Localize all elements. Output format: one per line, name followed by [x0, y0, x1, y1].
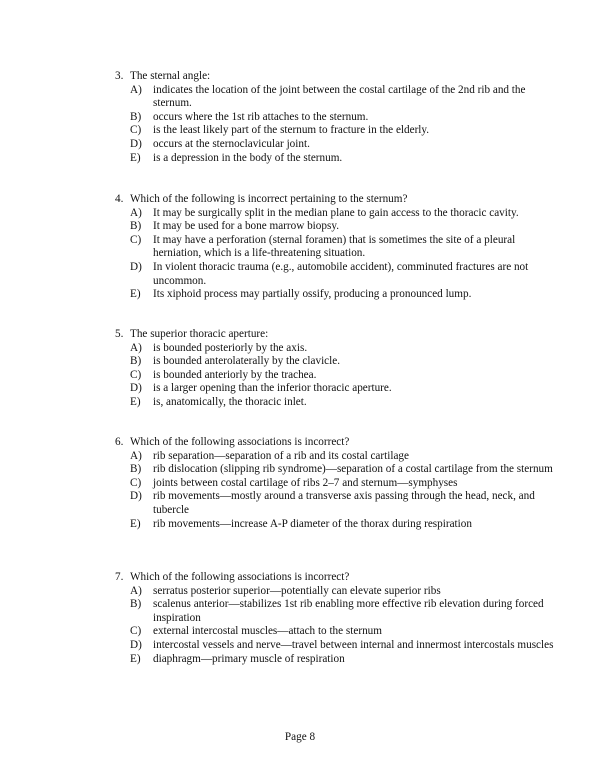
question-text: Which of the following associations is incorrect? [130, 436, 350, 448]
option-letter: B) [130, 355, 142, 368]
option-letter: A) [130, 449, 142, 462]
option-e [130, 288, 555, 302]
option-text: is bounded posteriorly by the axis. [153, 341, 308, 354]
question-text: Which of the following associations is incorrect? [130, 571, 350, 583]
option-text: Its xiphoid process may partially ossify, producing a pronounced lump. [153, 288, 472, 301]
option-letter: A) [130, 341, 142, 354]
option-text: is a larger opening than the inferior thoracic aperture. [153, 382, 392, 395]
option-letter: A) [130, 206, 142, 219]
option-a [130, 84, 555, 111]
option-letter: C) [130, 476, 142, 489]
option-text: In violent thoracic trauma (e.g., automobile accident), comminuted fractures are not uncommon. [153, 260, 529, 287]
option-c [130, 369, 555, 383]
option-text: indicates the location of the joint between the costal cartilage of the 2nd rib and the sternum. [153, 83, 526, 110]
option-b [130, 355, 555, 369]
option-text: scalenus anterior—stabilizes 1st rib enabling more effective rib elevation during forced inspiration [153, 598, 544, 624]
option-text: rib separation—separation of a rib and its costal cartilage [153, 449, 409, 462]
option-letter: B) [130, 463, 142, 476]
question-4 [115, 193, 555, 302]
question-stem [115, 70, 555, 84]
question-number: 7. [115, 571, 124, 583]
question-text: The sternal angle: [130, 70, 211, 82]
option-text: serratus posterior superior—potentially can elevate superior ribs [153, 584, 441, 597]
option-a [130, 585, 555, 599]
option-b [130, 111, 555, 125]
option-list [115, 84, 555, 166]
option-letter: E) [130, 151, 141, 164]
option-b [130, 220, 555, 234]
option-letter: A) [130, 83, 142, 96]
option-list [115, 207, 555, 302]
question-3 [115, 70, 555, 165]
option-c [130, 477, 555, 491]
option-text: rib dislocation (slipping rib syndrome)—separation of a costal cartilage from the sternum [153, 463, 553, 476]
option-e [130, 518, 555, 532]
option-d [130, 639, 555, 653]
question-number: 4. [115, 193, 124, 205]
option-e [130, 653, 555, 667]
option-letter: D) [130, 638, 142, 651]
option-b [130, 598, 555, 625]
option-letter: C) [130, 625, 142, 638]
option-text: It may have a perforation (sternal foramen) that is sometimes the site of a pleural herniation, which is a life-threatening situation. [153, 233, 516, 260]
option-list [115, 585, 555, 667]
question-text: The superior thoracic aperture: [130, 328, 269, 340]
option-letter: C) [130, 233, 142, 246]
option-letter: E) [130, 652, 141, 665]
option-text: rib movements—increase A-P diameter of the thorax during respiration [153, 517, 472, 530]
option-e [130, 152, 555, 166]
option-letter: D) [130, 260, 142, 273]
option-letter: D) [130, 137, 142, 150]
page-number: Page 8 [284, 731, 316, 743]
option-letter: D) [130, 490, 142, 503]
option-letter: A) [130, 584, 142, 597]
option-d [130, 382, 555, 396]
option-letter: B) [130, 220, 142, 233]
option-b [130, 463, 555, 477]
option-text: It may be used for a bone marrow biopsy. [153, 220, 339, 233]
option-c [130, 234, 555, 261]
option-text: occurs where the 1st rib attaches to the sternum. [153, 110, 369, 123]
option-text: is, anatomically, the thoracic inlet. [153, 395, 307, 408]
question-stem [115, 328, 555, 342]
option-text: intercostal vessels and nerve—travel between internal and innermost intercostals muscles [153, 638, 554, 651]
option-text: It may be surgically split in the median plane to gain access to the thoracic cavity. [153, 206, 519, 219]
option-a [130, 342, 555, 356]
option-letter: C) [130, 368, 142, 381]
option-text: rib movements—mostly around a transverse axis passing through the head, neck, and tubercle [153, 490, 535, 516]
option-text: is bounded anterolaterally by the clavicle. [153, 355, 341, 368]
option-a [130, 450, 555, 464]
question-6 [115, 436, 555, 531]
option-letter: E) [130, 288, 141, 301]
option-text: is a depression in the body of the sternum. [153, 151, 343, 164]
option-a [130, 207, 555, 221]
option-list [115, 342, 555, 410]
option-text: occurs at the sternoclavicular joint. [153, 137, 310, 150]
option-letter: D) [130, 382, 142, 395]
option-letter: B) [130, 598, 142, 611]
option-text: is bounded anteriorly by the trachea. [153, 368, 317, 381]
question-number: 5. [115, 328, 124, 340]
option-c [130, 124, 555, 138]
option-letter: C) [130, 124, 142, 137]
option-d [130, 490, 555, 517]
question-number: 6. [115, 436, 124, 448]
option-letter: E) [130, 517, 141, 530]
question-stem [115, 436, 555, 450]
option-d [130, 138, 555, 152]
question-7 [115, 571, 555, 666]
option-list [115, 450, 555, 532]
option-e [130, 396, 555, 410]
question-5 [115, 328, 555, 410]
question-stem [115, 571, 555, 585]
option-d [130, 261, 555, 288]
question-stem [115, 193, 555, 207]
option-c [130, 625, 555, 639]
option-letter: E) [130, 395, 141, 408]
option-text: joints between costal cartilage of ribs 2–7 and sternum—symphyses [153, 476, 458, 489]
option-text: is the least likely part of the sternum to fracture in the elderly. [153, 124, 430, 137]
question-number: 3. [115, 70, 124, 82]
option-text: diaphragm—primary muscle of respiration [153, 652, 345, 665]
option-text: external intercostal muscles—attach to the sternum [153, 625, 382, 638]
option-letter: B) [130, 110, 142, 123]
question-text: Which of the following is incorrect pertaining to the sternum? [130, 193, 408, 205]
